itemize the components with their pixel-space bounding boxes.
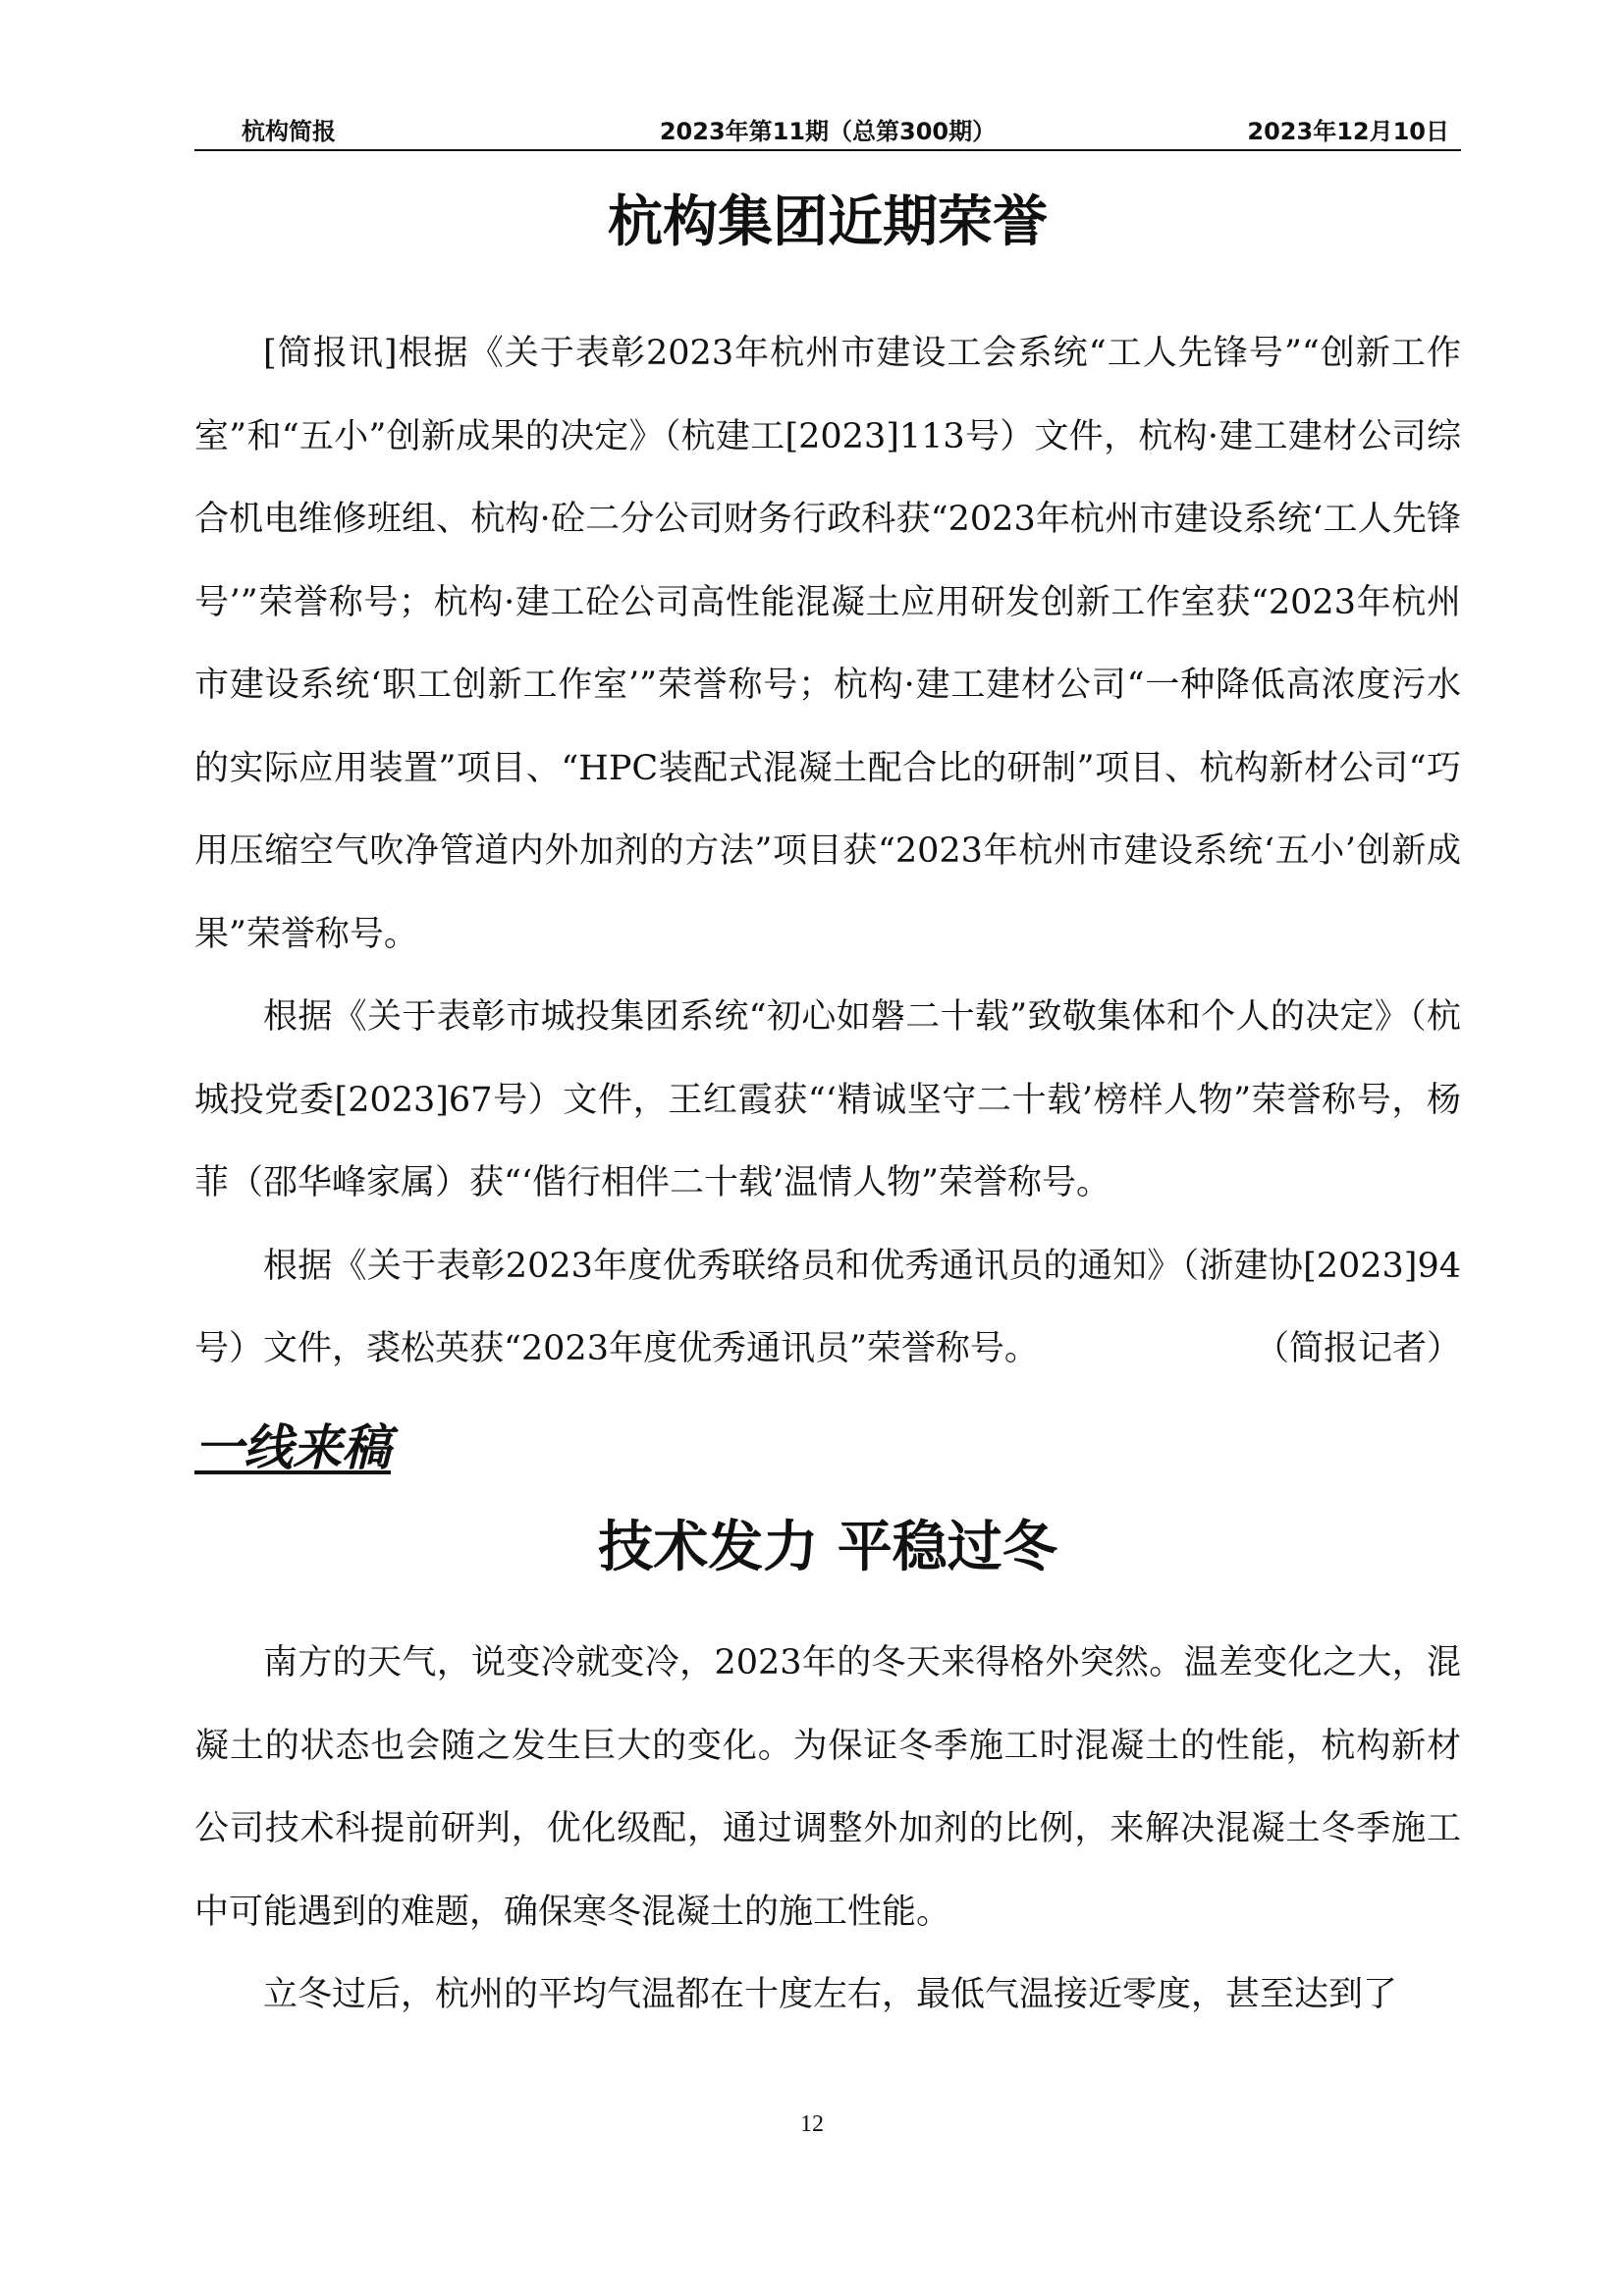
body-paragraph: 南方的天气，说变冷就变冷，2023年的冬天来得格外突然。温差变化之大，混凝土的状态也会随之发生巨大的变化。为保证冬季施工时混凝土的性能，杭构新材公司技术科提前研判，优化级配，通过调整外加剂的比例，来解决混凝土冬季施工中可能遇到的难题，确保寒冬混凝土的施工性能。 [194,1643,1461,1932]
header-issue-number: 2023年第11期（总第300期） [659,118,997,145]
reporter-credit: （简报记者） [1254,1329,1461,1368]
article-title-honors: 杭构集团近期荣誉 [608,190,1048,254]
article-body-winter [194,1622,1461,2037]
body-paragraph [194,1225,1461,1391]
running-header [194,114,1461,149]
header-divider [194,149,1461,151]
header-publication-name: 杭构简报 [242,118,336,145]
page-number: 12 [800,2111,824,2137]
body-paragraph: [简报讯]根据《关于表彰2023年杭州市建设工会系统“工人先锋号”“创新工作室”和“五小”创新成果的决定》（杭建工[2023]113号）文件，杭构·建工建材公司综合机电维修班组、杭构·砼二分公司财务行政科获“2023年杭州市建设系统‘工人先锋号’”荣誉称号；杭构·建工砼公司高性能混凝土应用研发创新工作室获“2023年杭州市建设系统‘职工创新工作室’”荣誉称号；杭构·建工建材公司“一种降低高浓度污水的实际应用装置”项目、“HPC装配式混凝土配合比的研制”项目、杭构新材公司“巧用压缩空气吹净管道内外加剂的方法”项目获“2023年杭州市建设系统‘五小’创新成果”荣誉称号。 [194,334,1461,954]
section-label-frontline: 一线来稿 [194,1419,391,1476]
body-paragraph: 立冬过后，杭州的平均气温都在十度左右，最低气温接近零度，甚至达到了 [263,1975,1398,2014]
body-paragraph: 根据《关于表彰市城投集团系统“初心如磐二十载”致敬集体和个人的决定》（杭城投党委[2023]67号）文件，王红霞获“‘精诚坚守二十载’榜样人物”荣誉称号，杨菲（邵华峰家属）获“‘偕行相伴二十载’温情人物”荣誉称号。 [194,997,1461,1202]
article-body-honors [194,312,1461,1391]
article-title-winter: 技术发力 平稳过冬 [598,1516,1057,1579]
body-paragraph-text: 根据《关于表彰2023年度优秀联络员和优秀通讯员的通知》（浙建协[2023]94号）文件，裘松英获“2023年度优秀通讯员”荣誉称号。 [194,1246,1461,1368]
header-issue-date: 2023年12月10日 [1247,118,1449,145]
